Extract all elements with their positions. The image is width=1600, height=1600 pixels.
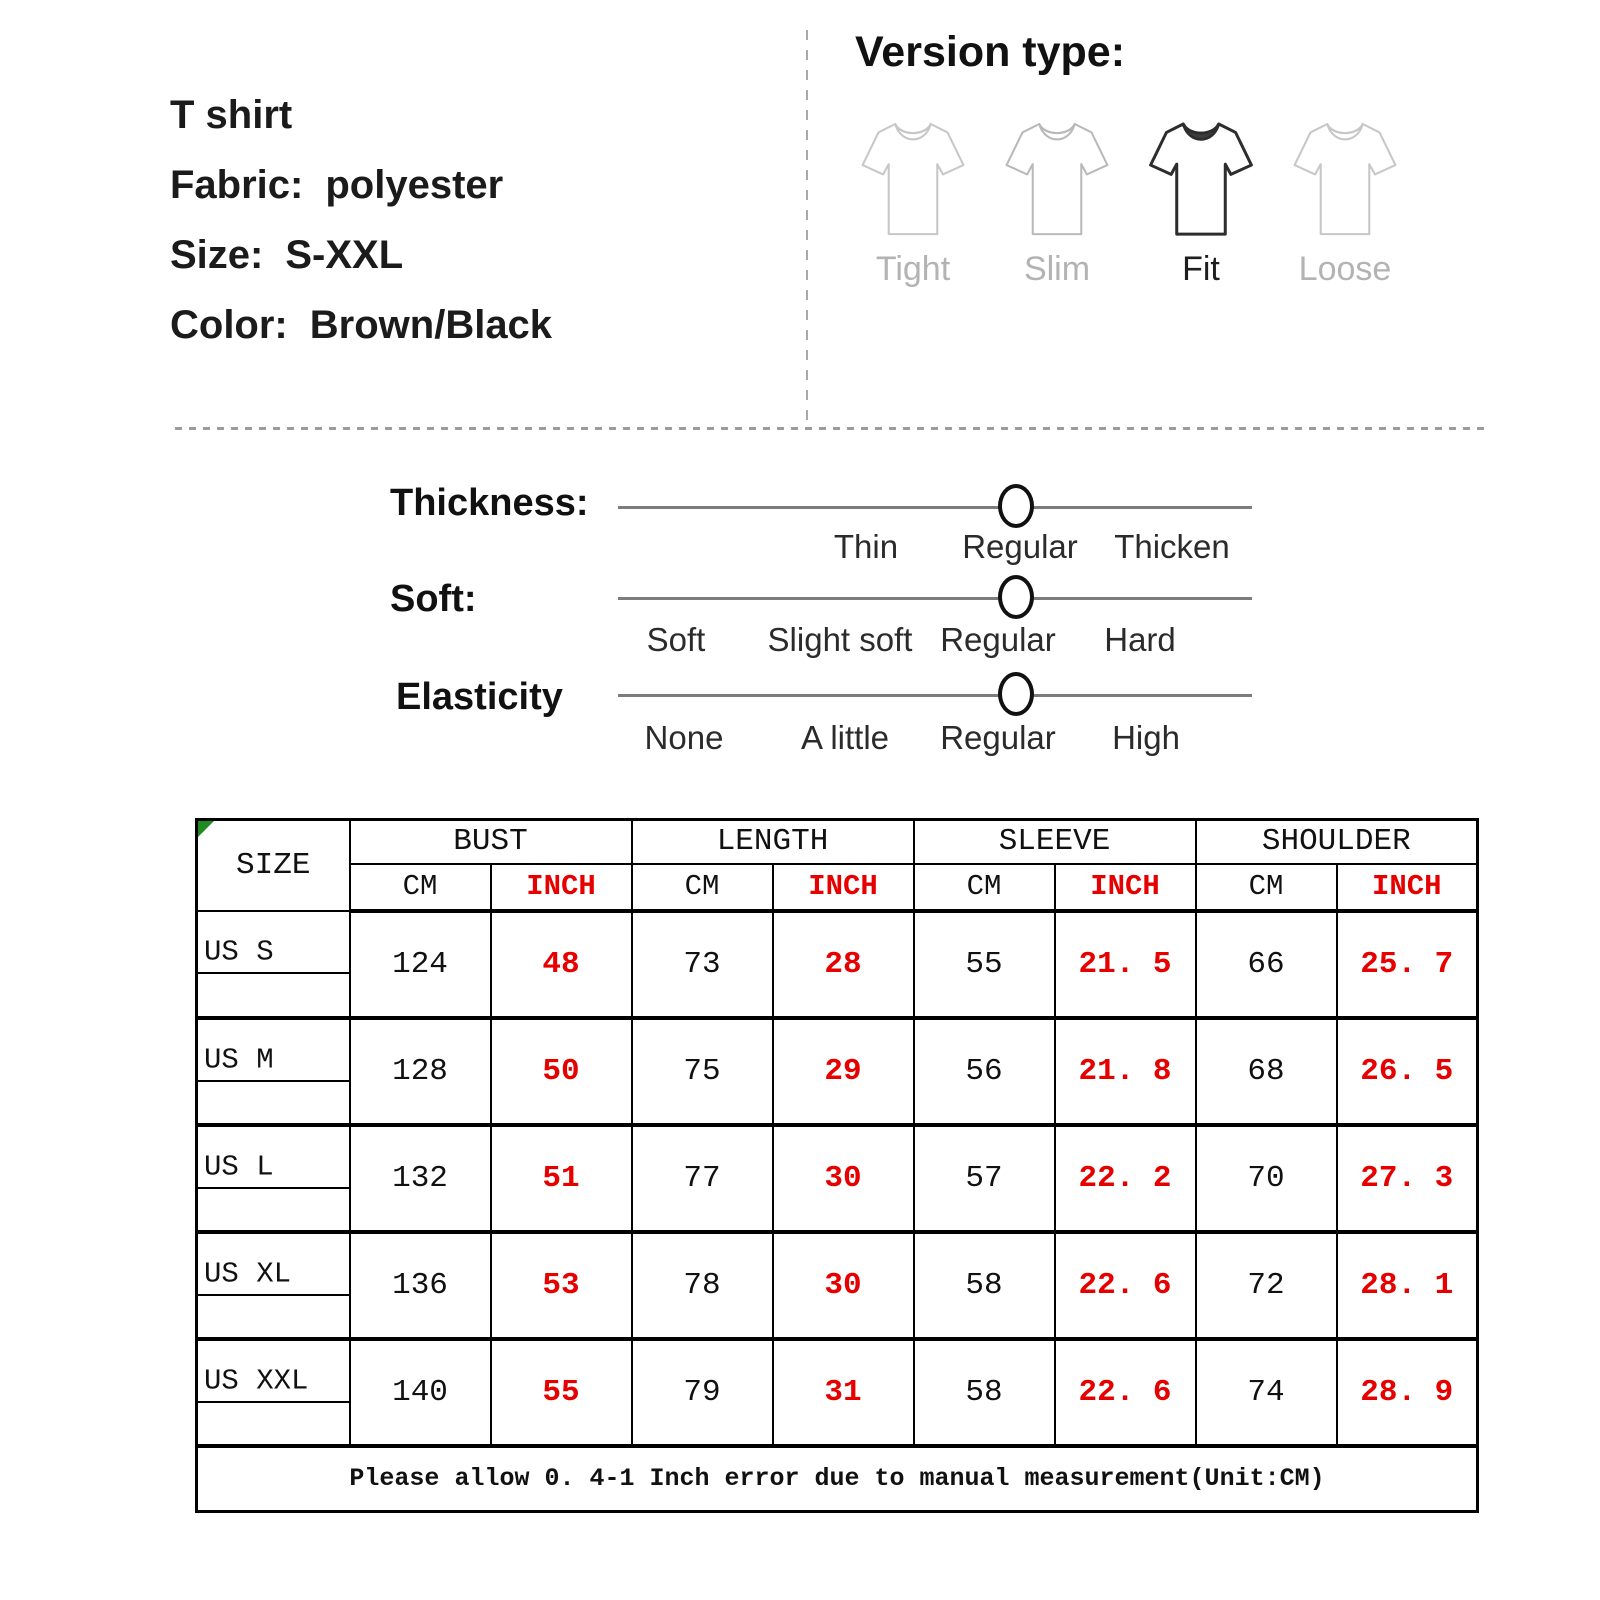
table-row xyxy=(197,1232,1478,1339)
value-cell-inch: 53 xyxy=(491,1232,632,1339)
unit-header-cm: CM xyxy=(350,864,491,911)
table-row xyxy=(197,1018,1478,1125)
size-cell xyxy=(197,1339,350,1446)
value-cell-inch: 21. 8 xyxy=(1055,1018,1196,1125)
value-cell-inch: 51 xyxy=(491,1125,632,1232)
col-header-sleeve: SLEEVE xyxy=(914,820,1196,864)
unit-header-inch: INCH xyxy=(1055,864,1196,911)
value-cell-inch: 25. 7 xyxy=(1337,911,1478,1018)
value-cell-cm: 58 xyxy=(914,1232,1055,1339)
scale-name: Thickness: xyxy=(390,482,589,524)
scale-rail xyxy=(618,597,1252,600)
scale-rail xyxy=(618,694,1252,697)
table-row xyxy=(197,1125,1478,1232)
size-cell xyxy=(197,1018,350,1125)
version-option-loose xyxy=(1273,116,1417,289)
attribute-value: polyester xyxy=(325,162,504,207)
value-cell-cm: 136 xyxy=(350,1232,491,1339)
size-label: US XXL xyxy=(204,1364,309,1397)
tshirt-icon xyxy=(1289,116,1401,244)
value-cell-inch: 31 xyxy=(773,1339,914,1446)
scale-level-label: High xyxy=(1112,719,1180,756)
value-cell-cm: 68 xyxy=(1196,1018,1337,1125)
table-row xyxy=(197,1339,1478,1446)
version-option-label: Slim xyxy=(1023,250,1091,288)
value-cell-inch: 29 xyxy=(773,1018,914,1125)
value-cell-cm: 72 xyxy=(1196,1232,1337,1339)
corner-flag xyxy=(198,821,214,837)
scale-level-label: Soft xyxy=(646,621,706,658)
value-cell-cm: 77 xyxy=(632,1125,773,1232)
unit-header-inch: INCH xyxy=(773,864,914,911)
table-note: Please allow 0. 4-1 Inch error due to manual measurement(Unit:CM) xyxy=(197,1446,1478,1512)
value-cell-cm: 75 xyxy=(632,1018,773,1125)
size-underline xyxy=(198,1401,349,1403)
value-cell-cm: 73 xyxy=(632,911,773,1018)
attribute-label: Fabric: xyxy=(170,162,304,207)
scale-knob-regular xyxy=(998,484,1034,528)
attribute-label: Color: xyxy=(170,302,288,347)
value-cell-cm: 140 xyxy=(350,1339,491,1446)
size-label: US M xyxy=(204,1043,274,1076)
size-cell xyxy=(197,1232,350,1339)
version-option-label: Fit xyxy=(1182,250,1220,288)
size-underline xyxy=(198,1294,349,1296)
value-cell-cm: 132 xyxy=(350,1125,491,1232)
scale-level-label: Thicken xyxy=(1114,528,1230,565)
size-label: US L xyxy=(204,1150,274,1183)
version-option-label: Loose xyxy=(1298,250,1392,288)
scale-level-label: Thin xyxy=(833,528,899,565)
unit-header-inch: INCH xyxy=(1337,864,1478,911)
size-column-header-text: SIZE xyxy=(236,847,311,883)
value-cell-inch: 50 xyxy=(491,1018,632,1125)
section-divider-vertical xyxy=(806,30,808,426)
value-cell-inch: 30 xyxy=(773,1232,914,1339)
version-type-options xyxy=(841,116,1417,289)
version-option-label: Tight xyxy=(875,250,951,288)
attribute-label: Size: xyxy=(170,232,264,277)
value-cell-inch: 22. 2 xyxy=(1055,1125,1196,1232)
value-cell-inch: 48 xyxy=(491,911,632,1018)
value-cell-cm: 124 xyxy=(350,911,491,1018)
value-cell-inch: 28. 1 xyxy=(1337,1232,1478,1339)
scale-level-label: A little xyxy=(800,719,890,756)
version-option-slim xyxy=(985,116,1129,289)
size-underline xyxy=(198,1080,349,1082)
tshirt-icon xyxy=(1145,116,1257,244)
value-cell-inch: 28 xyxy=(773,911,914,1018)
value-cell-inch: 21. 5 xyxy=(1055,911,1196,1018)
value-cell-cm: 58 xyxy=(914,1339,1055,1446)
unit-header-cm: CM xyxy=(1196,864,1337,911)
unit-header-cm: CM xyxy=(632,864,773,911)
value-cell-inch: 22. 6 xyxy=(1055,1232,1196,1339)
scale-knob-regular xyxy=(998,575,1034,619)
value-cell-cm: 128 xyxy=(350,1018,491,1125)
product-info xyxy=(170,80,552,360)
value-cell-cm: 57 xyxy=(914,1125,1055,1232)
size-underline xyxy=(198,972,349,974)
scale-level-label: None xyxy=(644,719,724,756)
product-attribute-size xyxy=(170,220,552,290)
attribute-value: Brown/Black xyxy=(309,302,553,347)
tshirt-icon xyxy=(857,116,969,244)
tshirt-icon xyxy=(1001,116,1113,244)
scale-name: Elasticity xyxy=(396,676,563,718)
product-attribute-fabric xyxy=(170,150,552,220)
value-cell-cm: 74 xyxy=(1196,1339,1337,1446)
scale-level-label: Regular xyxy=(940,621,1056,658)
product-title-text: T shirt xyxy=(170,92,293,137)
size-label: US XL xyxy=(204,1257,292,1290)
version-option-fit xyxy=(1129,116,1273,289)
value-cell-inch: 28. 9 xyxy=(1337,1339,1478,1446)
size-cell xyxy=(197,911,350,1018)
scale-level-label: Regular xyxy=(962,528,1078,565)
value-cell-cm: 55 xyxy=(914,911,1055,1018)
scale-rail xyxy=(618,506,1252,509)
col-header-bust: BUST xyxy=(350,820,632,864)
size-column-header xyxy=(197,820,350,911)
unit-header-inch: INCH xyxy=(491,864,632,911)
size-table xyxy=(195,818,1479,1513)
value-cell-cm: 66 xyxy=(1196,911,1337,1018)
section-divider-horizontal xyxy=(175,427,1487,430)
value-cell-inch: 22. 6 xyxy=(1055,1339,1196,1446)
product-title xyxy=(170,80,552,150)
size-cell xyxy=(197,1125,350,1232)
value-cell-cm: 79 xyxy=(632,1339,773,1446)
size-label: US S xyxy=(204,935,274,968)
scale-level-label: Regular xyxy=(940,719,1056,756)
unit-header-cm: CM xyxy=(914,864,1055,911)
value-cell-inch: 55 xyxy=(491,1339,632,1446)
version-type-heading: Version type: xyxy=(855,28,1126,76)
table-row xyxy=(197,911,1478,1018)
scale-level-label: Hard xyxy=(1104,621,1176,658)
scale-level-label: Slight soft xyxy=(767,621,913,658)
attribute-value: S-XXL xyxy=(285,232,404,277)
scale-knob-regular xyxy=(998,672,1034,716)
value-cell-inch: 27. 3 xyxy=(1337,1125,1478,1232)
product-attribute-color xyxy=(170,290,552,360)
value-cell-inch: 26. 5 xyxy=(1337,1018,1478,1125)
scale-name: Soft: xyxy=(390,578,477,620)
version-option-tight xyxy=(841,116,985,289)
value-cell-inch: 30 xyxy=(773,1125,914,1232)
size-underline xyxy=(198,1187,349,1189)
col-header-shoulder: SHOULDER xyxy=(1196,820,1478,864)
value-cell-cm: 78 xyxy=(632,1232,773,1339)
value-cell-cm: 70 xyxy=(1196,1125,1337,1232)
col-header-length: LENGTH xyxy=(632,820,914,864)
value-cell-cm: 56 xyxy=(914,1018,1055,1125)
